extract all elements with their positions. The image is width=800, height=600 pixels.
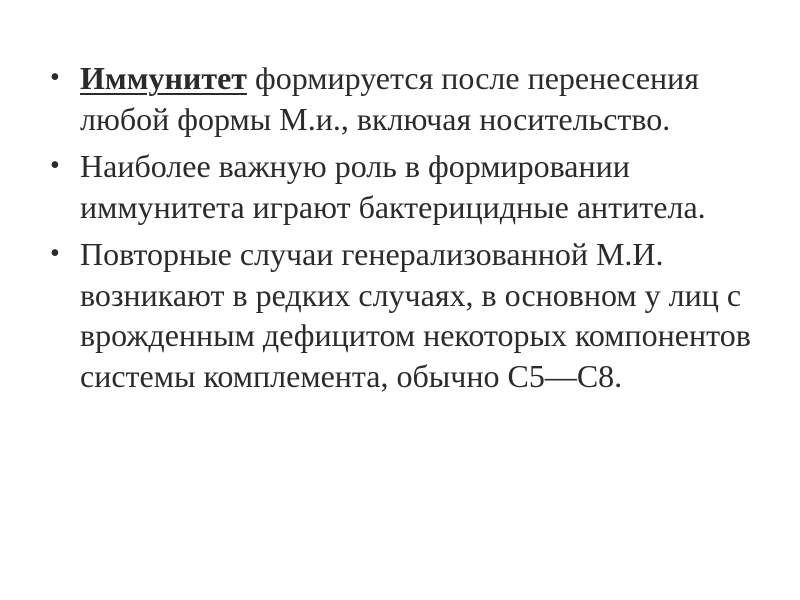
bullet-text: Наиболее важную роль в формировании иммунитета играют бактерицидные антитела. [80,148,706,225]
bullet-text: формируется после перенесения любой формы М.и., включая носительство. [80,60,699,137]
bullet-item-recurrence [42,234,782,396]
bullet-item-antibodies [42,146,782,227]
bullet-item-immunity [42,58,782,139]
bullet-dot-icon: • [50,238,60,269]
term-immunity: Иммунитет [80,60,247,96]
bullet-dot-icon: • [50,150,60,181]
bullet-dot-icon: • [50,62,60,93]
bullet-list [42,58,782,403]
bullet-text: Повторные случаи генерализованной М.И. возникают в редких случаях, в основном у лиц с врожденным дефицитом некоторых компонентов системы комплемента, обычно С5—С8. [80,236,751,394]
